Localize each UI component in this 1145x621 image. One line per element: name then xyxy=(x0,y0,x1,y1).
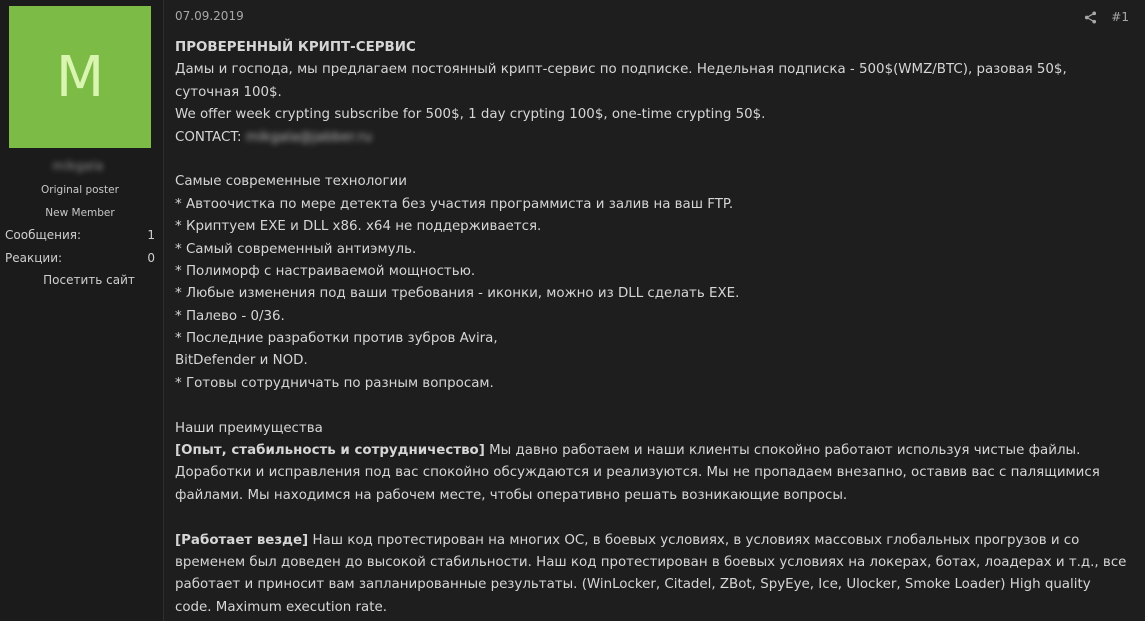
advantage-2-line-1 xyxy=(175,530,1125,552)
advantage-2-title: [Работает везде] xyxy=(175,532,309,548)
stat-reactions-label: Реакции: xyxy=(5,251,63,265)
advantage-2-text: Наш код протестирован на многих ОС, в боевых условиях, в условиях массовых глобальных прогрузов и со xyxy=(308,532,1080,548)
tech-item: * Криптуем EXE и DLL x86. x64 не поддерживается. xyxy=(175,219,542,235)
visit-website-link[interactable]: Посетить сайт xyxy=(43,273,135,287)
contact-label: CONTACT: xyxy=(175,129,246,145)
advantage-1-text: Мы давно работаем и наши клиенты спокойно работают используя чистые файлы. xyxy=(484,443,1081,459)
stat-messages xyxy=(5,228,155,242)
user-rank: New Member xyxy=(45,207,115,219)
advantage-1-line-1 xyxy=(175,440,1125,462)
stat-reactions xyxy=(5,251,155,265)
post-title: ПРОВЕРЕННЫЙ КРИПТ-СЕРВИС xyxy=(175,40,416,55)
advantage-1-line-3: файлами. Мы находимся на рабочем месте, чтобы оперативно решать возникающие вопросы. xyxy=(175,487,848,503)
stat-messages-value: 1 xyxy=(147,228,155,242)
advantage-2-line-2: временем был доведен до высокой стабильности. Наш код протестирован в боевых условиях на локерах, ботах, лоадерах и т.д., все xyxy=(175,554,1127,570)
post-body xyxy=(175,37,1125,619)
intro-en-line: We offer week crypting subscribe for 500$, 1 day crypting 100$, one-time crypting 50$. xyxy=(175,107,766,123)
stat-messages-label: Сообщения: xyxy=(5,228,82,242)
avatar[interactable] xyxy=(9,6,151,148)
username-link[interactable] xyxy=(48,158,108,174)
share-icon[interactable] xyxy=(1084,11,1097,24)
advantage-2-line-3: работает и приносит вам запланированные результаты. (WinLocker, Citadel, ZBot, SpyEye, Ice, Ulocker, Smoke Loader) High quality xyxy=(175,577,1091,593)
stat-reactions-value: 0 xyxy=(147,251,155,265)
contact-line xyxy=(175,127,1125,149)
tech-item: * Самый современный антиэмуль. xyxy=(175,241,417,257)
intro-ru-line-2: суточная 100$. xyxy=(175,84,282,100)
avatar-letter: M xyxy=(55,44,105,110)
post-number-link[interactable]: #1 xyxy=(1111,10,1129,24)
user-panel xyxy=(0,0,164,621)
advantages-heading: Наши преимущества xyxy=(175,420,323,436)
user-role: Original poster xyxy=(41,184,119,196)
advantage-1-line-2: Доработки и исправления под вас спокойно обсуждаются и реализуются. Мы не пропадаем внезапно, оставив вас с палящимися xyxy=(175,465,1100,481)
tech-item: * Готовы сотрудничать по разным вопросам. xyxy=(175,375,494,391)
post-actions xyxy=(1084,10,1129,24)
advantage-1-title: [Опыт, стабильность и сотрудничество] xyxy=(175,443,485,459)
tech-item: * Полиморф с настраиваемой мощностью. xyxy=(175,263,476,279)
tech-heading: Самые современные технологии xyxy=(175,174,407,190)
intro-ru-line-1: Дамы и господа, мы предлагаем постоянный крипт-сервис по подписке. Недельная подписка - 500$(WMZ/BTC), разовая 50$, xyxy=(175,62,1067,78)
contact-value[interactable]: mikgala@jabber.ru xyxy=(245,129,373,145)
tech-item: BitDefender и NOD. xyxy=(175,353,308,369)
tech-item: * Любые изменения под ваши требования - иконки, можно из DLL сделать EXE. xyxy=(175,286,740,302)
username: mikgala xyxy=(52,159,104,173)
advantage-2-line-4: code. Maximum execution rate. xyxy=(175,599,388,615)
tech-item: * Автоочистка по мере детекта без участия программиста и залив на ваш FTP. xyxy=(175,196,734,212)
post-date[interactable]: 07.09.2019 xyxy=(175,9,244,23)
tech-item: * Палево - 0/36. xyxy=(175,308,285,324)
tech-item: * Последние разработки против зубров Avira, xyxy=(175,331,498,347)
